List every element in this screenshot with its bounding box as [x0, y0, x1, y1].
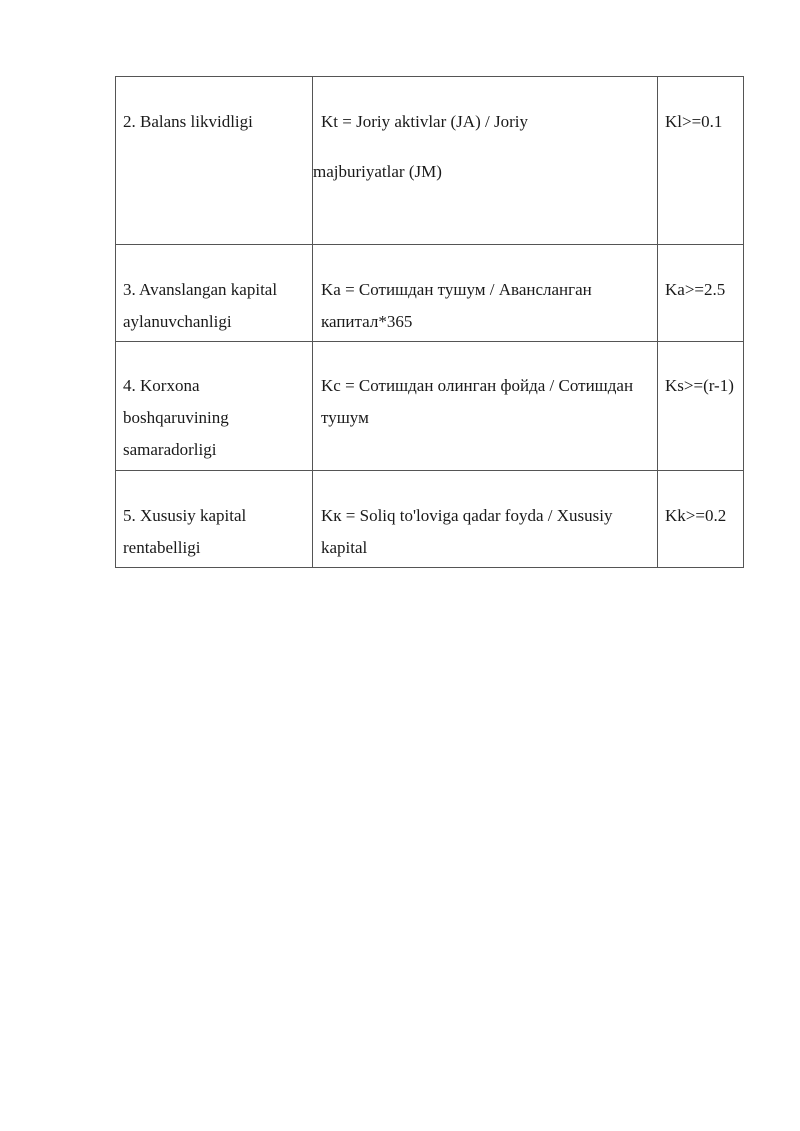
indicator-name: 4. Korxona boshqaruvining samaradorligi: [123, 376, 229, 459]
formula-line: Kt = Joriy aktivlar (JA) / Joriy: [321, 112, 528, 131]
indicator-name: 5. Xususiy kapital rentabelligi: [123, 506, 247, 557]
norm-cell: [658, 471, 744, 568]
indicator-name-cell: [116, 342, 313, 471]
norm-value: Ka>=2.5: [665, 280, 726, 299]
norm-cell: [658, 342, 744, 471]
indicator-name: 2. Balans likvidligi: [123, 112, 253, 131]
formula-cell: [313, 245, 658, 342]
table-row: [116, 77, 744, 245]
indicator-name-cell: [116, 77, 313, 245]
formula-cell: [313, 77, 658, 245]
formula-cell: [313, 471, 658, 568]
norm-cell: [658, 77, 744, 245]
formula-line: majburiyatlar (JM): [313, 162, 442, 181]
table-row: [116, 471, 744, 568]
table-row: [116, 342, 744, 471]
indicator-name: 3. Avanslangan kapital aylanuvchanligi: [123, 280, 278, 331]
formula-text: Ka = Сотишдан тушум / Авансланган капитал*365: [321, 280, 592, 331]
table-row: [116, 245, 744, 342]
norm-value: Kk>=0.2: [665, 506, 727, 525]
norm-cell: [658, 245, 744, 342]
formula-text: [313, 77, 657, 188]
formula-text: Kк = Soliq to'loviga qadar foyda / Xususiy kapital: [321, 506, 613, 557]
coefficients-table: [115, 76, 744, 568]
indicator-name-cell: [116, 471, 313, 568]
indicator-name-cell: [116, 245, 313, 342]
formula-cell: [313, 342, 658, 471]
norm-value: Ks>=(r-1): [665, 376, 734, 395]
formula-text: Kc = Сотишдан олинган фойда / Сотишдан тушум: [321, 376, 634, 427]
norm-value: Kl>=0.1: [665, 112, 723, 131]
